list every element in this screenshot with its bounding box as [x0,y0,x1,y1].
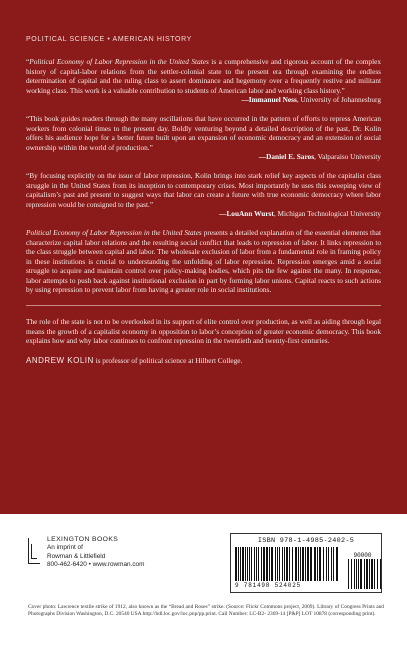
barcode-bar [323,547,325,581]
barcode-bar [364,559,365,589]
barcode-bar [238,547,239,581]
barcode-bar [331,547,332,581]
cover-footer [0,514,407,648]
barcode-bar [319,547,321,581]
barcode-main-icon [235,547,339,581]
barcode-bar [298,547,299,581]
barcode-block [230,533,382,593]
barcode-bar [258,547,259,581]
barcode-bar [271,547,273,581]
barcode-bar [249,547,250,581]
barcode-addon-icon [348,559,382,589]
summary-paragraph-1: Political Economy of Labor Repression in the United States presents a detailed explanation of the essential elements that characterize capital labor relations and the resulting social conflict that leads to repression of labor. It links repression to the class struggle between capital and labor. The wholesale exclusion of labor from a fundamental role in framing policy in these institutions is crucial to understanding the unfolding of labor repression. Repression emerges amid a social struggle to acquire and maintain control over policy-making bodies, which pits the few against the many. In response, labor attempts to push back against institutional exclusion in part by forming labor unions. Capital reacts to such actions by using repression to prevent labor from having a greater role in social institutions. [26,227,381,295]
endorsement-1: “Political Economy of Labor Repression in the United States is a comprehensive and rigorous account of the complex history of capital-labor relations from the settler-colonial state to the present era through examining the endless determination of capital and the ruling class to assert dominance and hegemony over a frequently restive and militant working class. This work is a valuable contribution to students of American labor and working class history.” —Immanuel Ness, University of Johannesburg [26,57,381,105]
barcode-bar [328,547,329,581]
book-title-ref: Political Economy of Labor Repression in the United States [29,57,209,66]
author-bio: ANDREW KOLIN is professor of political science at Hilbert College. [26,355,243,365]
barcode-bar [245,547,246,581]
barcode-bar [366,559,368,589]
barcode-bar [356,559,357,589]
barcode-bar [286,547,288,581]
barcode-bar [261,547,262,581]
barcode-bar [256,547,257,581]
barcode-addon-number: 90000 [353,552,372,559]
barcode-bar [302,547,304,581]
barcode-bar [242,547,244,581]
barcode-bar [300,547,301,581]
barcode-bar [333,547,334,581]
barcode-bar [289,547,291,581]
cover-credits: Cover photo: Lawrence textile strike of 1912, also known as the “Bread and Roses” strike. (Source: Flickr Commons project, 2009). Library of Congress Prints and Photographs Division Washington, D.C. 20540 USA http://hdl.loc.gov/loc.pnp/pp.print. Call Number: LC-B2- 2369-14 [P&P] LOT 10878 (corresponding print). [28,604,384,617]
summary-paragraph-2: The role of the state is not to be overlooked in its support of elite control over production, as well as aiding through legal means the growth of a capitalist economy in opposition to labor’s conception of greater economic democracy. This book explains how and why labor continues to confront repression in the twentieth and twenty-first centuries. [26,317,381,346]
endorsement-1-attribution: —Immanuel Ness, University of Johannesburg [241,95,381,105]
barcode-bar [307,547,309,581]
barcode-bar [354,559,355,589]
barcode-digits: 9 781498 524025 [235,582,302,589]
barcode-bar [314,547,316,581]
barcode-bar [263,547,265,581]
isbn-text: ISBN 978-1-4985-2402-5 [257,537,355,545]
barcode-bar [247,547,248,581]
publisher-block [28,536,218,584]
barcode-bar [369,559,370,589]
divider [26,305,381,306]
barcode-bar [310,547,312,581]
publisher-logo-icon [28,538,40,564]
barcode-bar [358,559,359,589]
barcode-bar [240,547,241,581]
publisher-contact: 800-462-6420 • www.rowman.com [47,561,145,569]
barcode-bar [269,547,270,581]
barcode-bar [282,547,283,581]
barcode-bar [336,547,338,581]
barcode-bar [351,559,353,589]
barcode-bar [235,547,237,581]
barcode-bar [284,547,285,581]
barcode-bar [377,559,379,589]
barcode-bar [275,547,277,581]
barcode-bar [251,547,252,581]
barcode-bar [266,547,268,581]
publisher-line-1: An imprint of [47,544,83,552]
barcode-bar [374,559,375,589]
category-label: POLITICAL SCIENCE • AMERICAN HISTORY [26,36,192,43]
publisher-name: LEXINGTON BOOKS [47,536,119,543]
barcode-bar [371,559,373,589]
barcode-bar [254,547,255,581]
endorsement-3: “By focusing explicitly on the issue of labor repression, Kolin brings into stark relief key aspects of the capitalist class struggle in the United States from its inception to contemporary crises. Most importantly he uses this sweeping view of capitalism’s past and present to suggest ways that labor can create a future with true economic democracy where labor repression would be consigned to the past.” —LouAnn Wurst, Michigan Technological University [26,170,381,219]
endorsement-2-attribution: —Daniel E. Saros, Valparaiso University [258,152,381,162]
endorsement-2: “This book guides readers through the many oscillations that have occurred in the pattern of efforts to repress American workers from colonial times to the present day. Boldly venturing beyond a detailed description of the past, Dr. Kolin offers his audience hope for a better future built upon an expansion of economic democracy and an extension of social ownership within the world of production.” —Daniel E. Saros, Valparaiso University [26,113,381,162]
barcode-bar [279,547,280,581]
barcode-bar [360,559,362,589]
barcode-bar [348,559,349,589]
barcode-bar [326,547,327,581]
barcode-bar [305,547,307,581]
barcode-bar [317,547,319,581]
endorsement-3-attribution: —LouAnn Wurst, Michigan Technological University [219,209,381,219]
barcode-bar [292,547,294,581]
barcode-bar [295,547,297,581]
barcode-bar [277,547,278,581]
publisher-line-2: Rowman & Littlefield [47,552,106,560]
barcode-bar [380,559,381,589]
